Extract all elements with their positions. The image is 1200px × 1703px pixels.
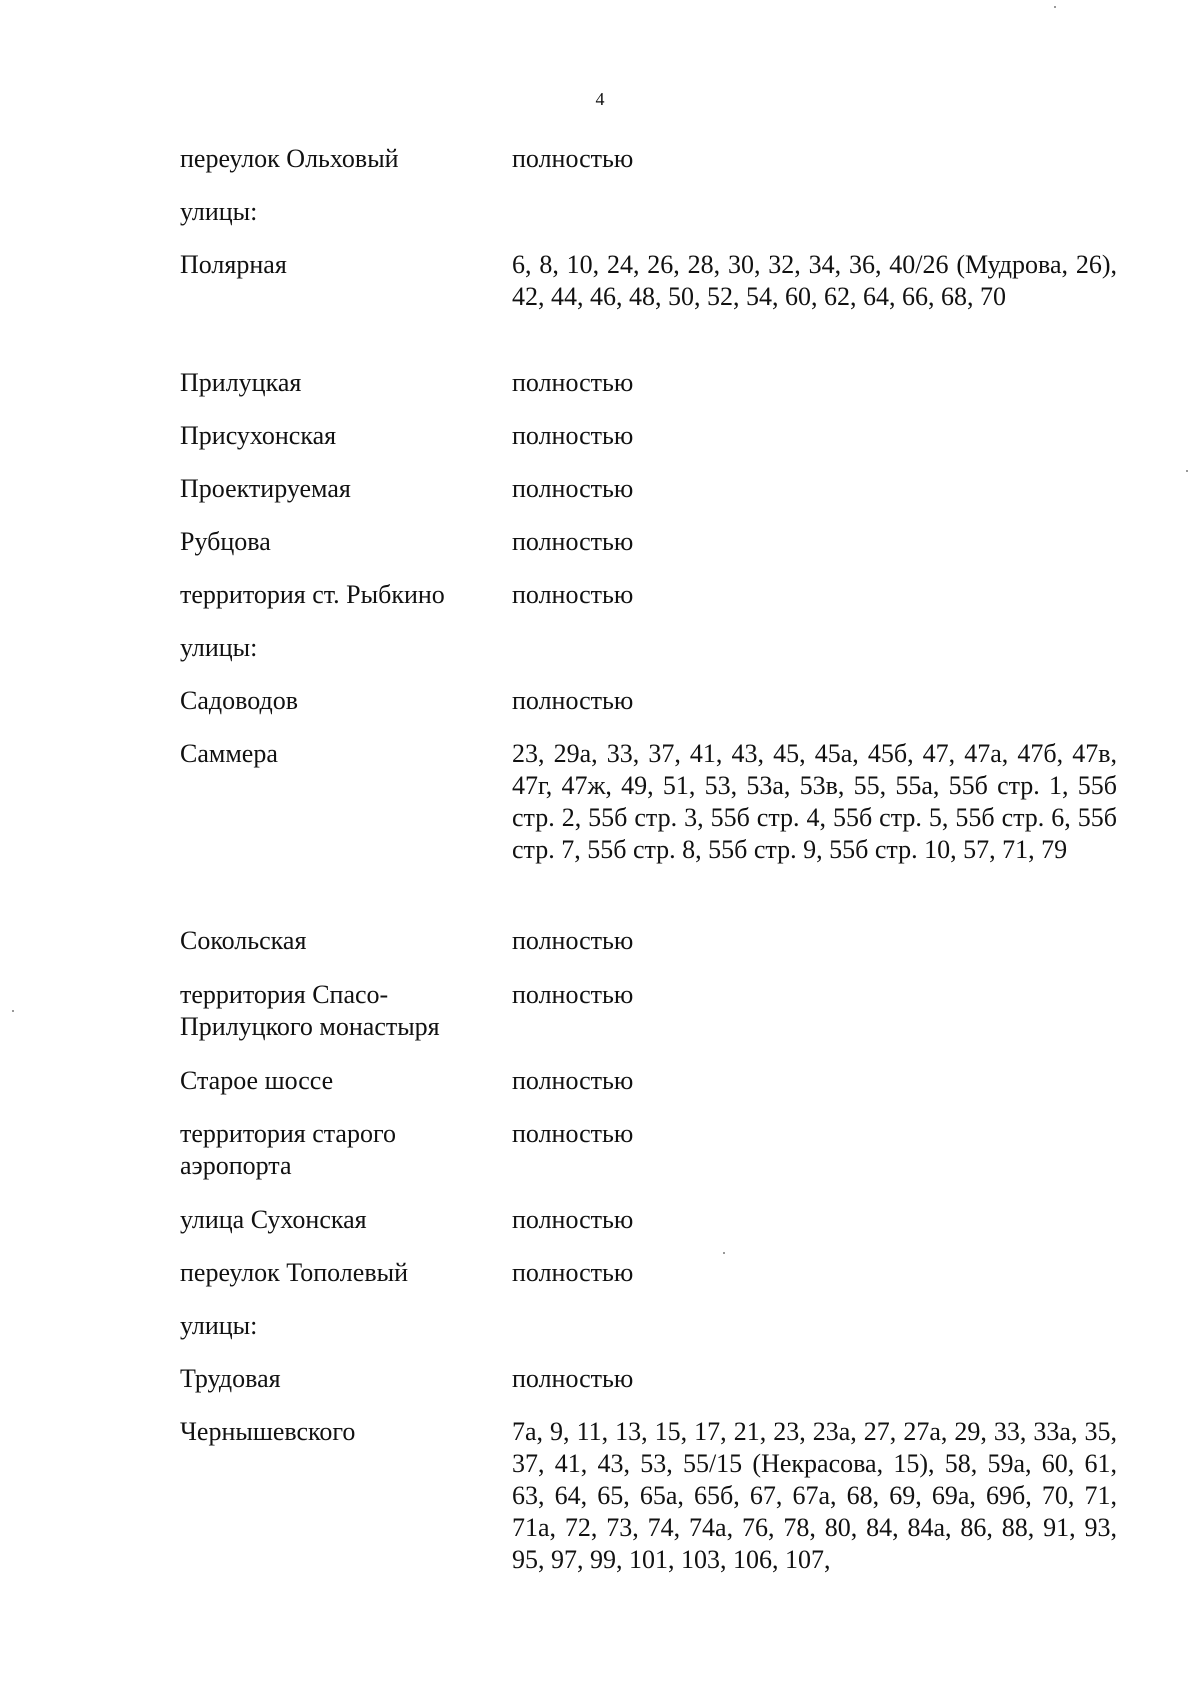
- house-numbers: 6, 8, 10, 24, 26, 28, 30, 32, 34, 36, 40/26 (Мудрова, 26), 42, 44, 46, 48, 50, 52, 54, 60, 62, 64, 66, 68, 70: [512, 250, 1117, 311]
- street-name: переулок Тополевый: [180, 1258, 408, 1287]
- house-numbers: 23, 29а, 33, 37, 41, 43, 45, 45а, 45б, 47, 47а, 47б, 47в, 47г, 47ж, 49, 51, 53, 53а, 53в, 55, 55а, 55б стр. 1, 55б стр. 2, 55б стр. 3, 55б стр. 4, 55б стр. 5, 55б стр. 6, 55б стр. 7, 55б стр. 8, 55б стр. 9, 55б стр. 10, 57, 71, 79: [512, 739, 1117, 864]
- street-name: территория старого аэропорта: [180, 1119, 396, 1180]
- street-name: Сокольская: [180, 926, 307, 955]
- house-numbers: полностью: [512, 686, 634, 715]
- street-name: Трудовая: [180, 1364, 281, 1393]
- street-name: Садоводов: [180, 686, 298, 715]
- house-numbers: полностью: [512, 474, 634, 503]
- section-label: улицы:: [180, 1311, 258, 1340]
- street-name: Проектируемая: [180, 474, 351, 503]
- street-name: территория ст. Рыбкино: [180, 580, 445, 609]
- house-numbers: полностью: [512, 1364, 634, 1393]
- street-name: Полярная: [180, 250, 287, 279]
- street-name: Саммера: [180, 739, 278, 768]
- house-numbers: полностью: [512, 1119, 634, 1148]
- house-numbers: полностью: [512, 1258, 634, 1287]
- house-numbers: полностью: [512, 980, 634, 1009]
- street-name: улица Сухонская: [180, 1205, 367, 1234]
- scan-speck: [1186, 470, 1188, 472]
- street-name: Чернышевского: [180, 1417, 356, 1446]
- house-numbers: полностью: [512, 580, 634, 609]
- scan-speck: [723, 1252, 725, 1254]
- house-numbers: полностью: [512, 421, 634, 450]
- house-numbers: полностью: [512, 368, 634, 397]
- scan-speck: [12, 1010, 14, 1012]
- street-name: Старое шоссе: [180, 1066, 334, 1095]
- house-numbers: полностью: [512, 926, 634, 955]
- house-numbers: полностью: [512, 1066, 634, 1095]
- house-numbers: полностью: [512, 144, 634, 173]
- street-name: Прилуцкая: [180, 368, 302, 397]
- street-name: Рубцова: [180, 527, 271, 556]
- street-name: Присухонская: [180, 421, 337, 450]
- street-name: переулок Ольховый: [180, 144, 399, 173]
- house-numbers: полностью: [512, 1205, 634, 1234]
- scan-speck: [1054, 6, 1056, 8]
- house-numbers: полностью: [512, 527, 634, 556]
- house-numbers: 7а, 9, 11, 13, 15, 17, 21, 23, 23а, 27, 27а, 29, 33, 33а, 35, 37, 41, 43, 53, 55/15 (Некрасова, 15), 58, 59а, 60, 61, 63, 64, 65, 65а, 65б, 67, 67а, 68, 69, 69а, 69б, 70, 71, 71а, 72, 73, 74, 74а, 76, 78, 80, 84, 84а, 86, 88, 91, 93, 95, 97, 99, 101, 103, 106, 107,: [512, 1417, 1117, 1574]
- page-number: 4: [595, 89, 605, 109]
- street-name: территория Спасо-Прилуцкого монастыря: [180, 980, 440, 1041]
- section-label: улицы:: [180, 197, 258, 226]
- section-label: улицы:: [180, 633, 258, 662]
